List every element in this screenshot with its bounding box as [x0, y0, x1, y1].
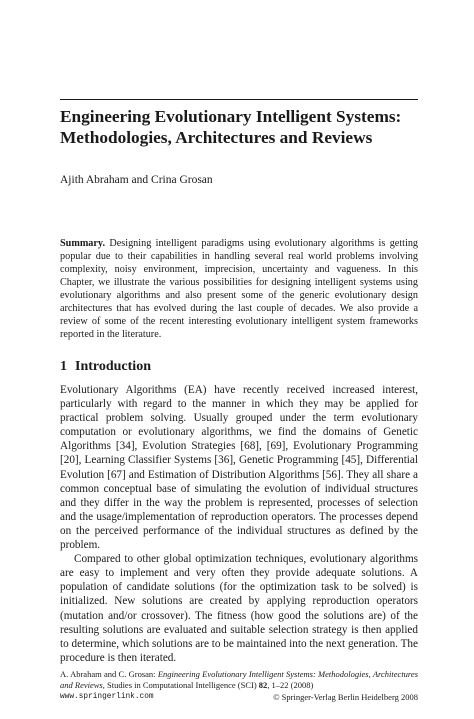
paper-title	[60, 106, 430, 148]
title-line-2: Methodologies, Architectures and Reviews	[60, 128, 373, 147]
paragraph: Compared to other global optimization techniques, evolutionary algorithms are easy to implement and very often they provide adequate solutions. A population of candidate solutions (for the optimization task to be solved) is initialized. New solutions are created by applying reproduction operators (mutation and/or crossover). The fitness (how good the solutions are) of the resulting solutions are evaluated and suitable selection strategy is then applied to determine, which solutions are to be maintained into the next generation. The procedure is then iterated.	[60, 553, 418, 664]
citation-volume: 82	[258, 680, 268, 691]
title-rule	[60, 99, 418, 100]
citation-authors: A. Abraham and C. Grosan:	[60, 669, 156, 679]
copyright-notice: © Springer-Verlag Berlin Heidelberg 2008	[273, 691, 418, 702]
publisher-url[interactable]: www.springerlink.com	[60, 692, 154, 701]
citation-footnote	[60, 669, 418, 703]
title-line-1: Engineering Evolutionary Intelligent Systems:	[60, 107, 402, 126]
citation-series: , Studies in Computational Intelligence (SCI)	[102, 680, 257, 691]
author-list: Ajith Abraham and Crina Grosan	[60, 174, 213, 186]
citation-publisher-line	[60, 692, 418, 703]
citation-pages: , 1–22 (2008)	[267, 680, 314, 691]
section-heading	[60, 358, 151, 376]
paragraph: Evolutionary Algorithms (EA) have recently received increased interest, particularly with regard to the manner in which they may be applied for practical problem solving. Usually grouped under the term evolutionary computation or evolutionary algorithms, we find the domains of Genetic Algorithms [34], Evolution Strategies [68], [69], Evolutionary Programming [20], Learning Classifier Systems [36], Genetic Programming [45], Differential Evolution [67] and Estimation of Distribution Algorithms [56]. They all share a common conceptual base of simulating the evolution of individual structures and they differ in the way the problem is represented, processes of selection and the usage/implementation of reproduction operators. The processes depend on the perceived performance of the individual structures as defined by the problem.	[60, 384, 418, 552]
section-title: Introduction	[75, 359, 151, 374]
citation-text	[60, 669, 418, 692]
abstract-label: Summary.	[60, 238, 105, 249]
abstract-text: Designing intelligent paradigms using evolutionary algorithms is getting popular due to their capabilities in handling several real world problems involving complexity, noisy environment, imprecision, uncertainty and vagueness. In this Chapter, we illustrate the various possibilities for designing intelligent systems using evolutionary algorithms and also present some of the generic evolutionary design architectures that has evolved during the last couple of decades. We also provide a review of some of the recent interesting evolutionary intelligent system frameworks reported in the literature.	[60, 238, 419, 340]
section-number: 1	[60, 359, 67, 374]
citation-title: Engineering Evolutionary Intelligent Systems: Methodologies, Architectures and Reviews	[60, 669, 418, 691]
abstract	[60, 237, 418, 341]
section-body	[60, 383, 418, 665]
